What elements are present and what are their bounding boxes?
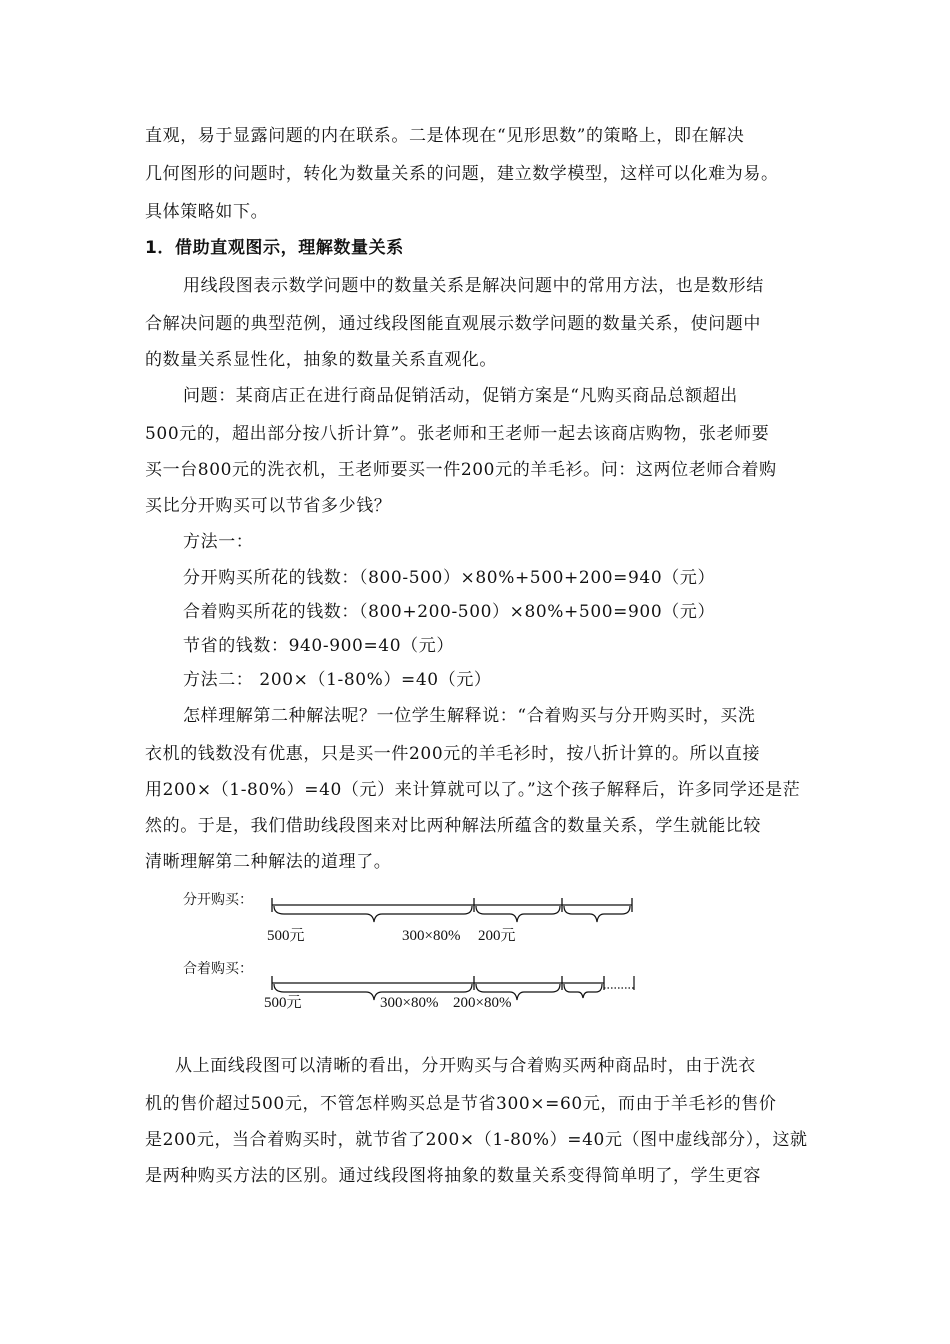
explanation-line: 然的。于是，我们借助线段图来对比两种解法所蕴含的数量关系，学生就能比较 xyxy=(145,816,761,836)
combined-label: 合着购买： xyxy=(183,961,253,977)
separate-segment-200: 200元 xyxy=(478,928,516,944)
conclusion-line: 是200元，当合着购买时，就节省了200×（1-80%）=40元（图中虚线部分），这就 xyxy=(145,1130,808,1150)
problem-line: 问题：某商店正在进行商品促销活动，促销方案是“凡购买商品总额超出 xyxy=(183,386,738,406)
separate-segment-line xyxy=(272,898,632,912)
conclusion-line: 是两种购买方法的区别。通过线段图将抽象的数量关系变得简单明了，学生更容 xyxy=(145,1166,761,1186)
paragraph-line: 用线段图表示数学问题中的数量关系是解决问题中的常用方法，也是数形结 xyxy=(183,276,764,296)
combined-braces xyxy=(274,984,602,1000)
method1-combined: 合着购买所花的钱数：（800+200-500）×80%+500=900（元） xyxy=(183,602,716,622)
separate-segment-500: 500元 xyxy=(267,928,305,944)
section-heading: 1．借助直观图示，理解数量关系 xyxy=(145,238,404,258)
conclusion-line: 从上面线段图可以清晰的看出，分开购买与合着购买两种商品时，由于洗衣 xyxy=(175,1056,756,1076)
method1-saved: 节省的钱数：940-900=40（元） xyxy=(183,636,454,656)
explanation-line: 清晰理解第二种解法的道理了。 xyxy=(145,852,392,872)
combined-segment-500: 500元 xyxy=(264,995,302,1011)
separate-label: 分开购买： xyxy=(183,892,253,908)
combined-segment-200x80: 200×80% xyxy=(453,995,512,1011)
method1-separate: 分开购买所花的钱数：（800-500）×80%+500+200=940（元） xyxy=(183,568,716,588)
problem-line: 买一台800元的洗衣机，王老师要买一件200元的羊毛衫。问：这两位老师合着购 xyxy=(145,460,777,480)
explanation-line: 怎样理解第二种解法呢？一位学生解释说：“合着购买与分开购买时，买洗 xyxy=(183,706,756,726)
paragraph-line: 直观，易于显露问题的内在联系。二是体现在“见形思数”的策略上，即在解决 xyxy=(145,126,745,146)
method2-line: 方法二： 200×（1-80%）=40（元） xyxy=(183,670,492,690)
separate-segment-300x80: 300×80% xyxy=(402,928,461,944)
paragraph-line: 合解决问题的典型范例，通过线段图能直观展示数学问题的数量关系，使问题中 xyxy=(145,314,761,334)
explanation-line: 衣机的钱数没有优惠，只是买一件200元的羊毛衫时，按八折计算的。所以直接 xyxy=(145,744,761,764)
combined-segment-300x80: 300×80% xyxy=(380,995,439,1011)
problem-line: 买比分开购买可以节省多少钱？ xyxy=(145,496,392,516)
combined-segment-line xyxy=(272,976,604,990)
paragraph-line: 的数量关系显性化，抽象的数量关系直观化。 xyxy=(145,350,497,370)
separate-braces xyxy=(274,906,630,922)
problem-line: 500元的，超出部分按八折计算”。张老师和王老师一起去该商店购物，张老师要 xyxy=(145,424,770,444)
paragraph-line: 几何图形的问题时，转化为数量关系的问题，建立数学模型，这样可以化难为易。 xyxy=(145,164,779,184)
conclusion-line: 机的售价超过500元，不管怎样购买总是节省300×=60元，而由于羊毛衫的售价 xyxy=(145,1094,777,1114)
explanation-line: 用200×（1-80%）=40（元）来计算就可以了。”这个孩子解释后，许多同学还是茫 xyxy=(145,780,801,800)
combined-dashed-savings xyxy=(604,976,634,990)
paragraph-line: 具体策略如下。 xyxy=(145,202,269,222)
method1-title: 方法一： xyxy=(183,532,254,552)
